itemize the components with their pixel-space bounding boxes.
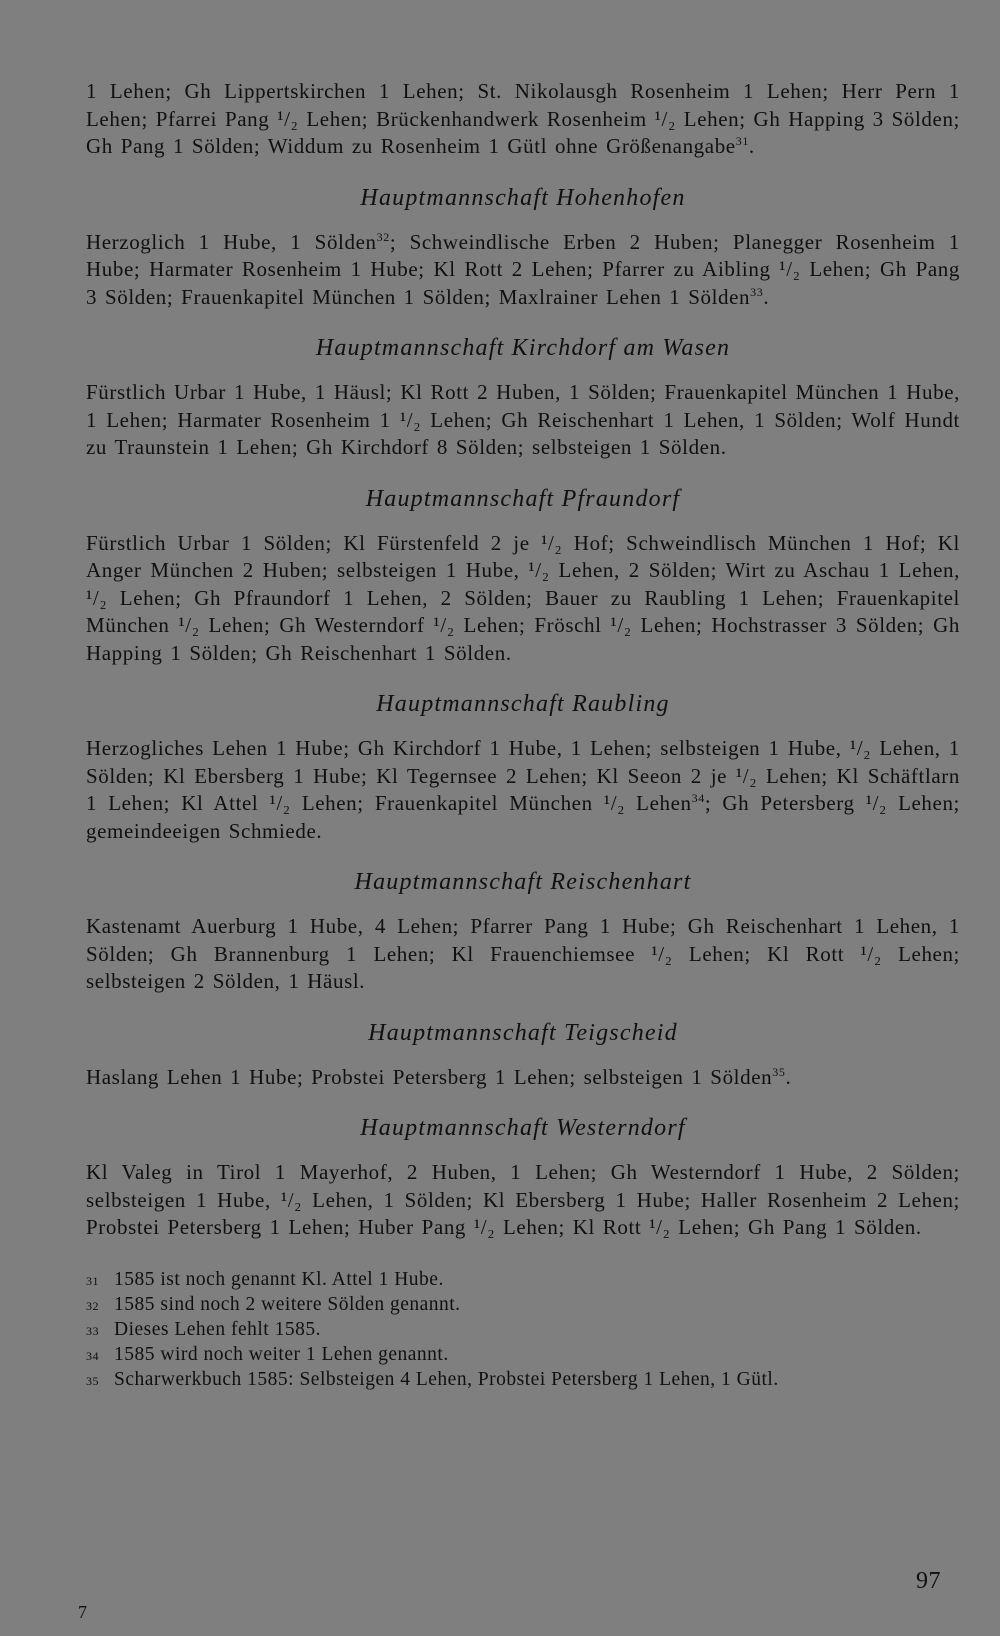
section-heading-raubling: Hauptmannschaft Raubling (376, 691, 670, 717)
section-paragraph-kirchdorf: Fürstlich Urbar 1 Hube, 1 Häusl; Kl Rott 2 Huben, 1 Sölden; Frauenkapitel München 1 Hube, 1 Lehen; Harmater Rosenheim 1 ¹/₂ Lehen; Gh Reischenhart 1 Lehen, 1 Sölden; Wolf Hundt zu Traunstein 1 Lehen; Gh Kirchdorf 8 Sölden; selbsteigen 1 Sölden. (86, 380, 960, 459)
footnote-text: Dieses Lehen fehlt 1585. (114, 1318, 321, 1340)
section-heading-pfraundorf: Hauptmannschaft Pfraundorf (365, 485, 681, 512)
section-text: Haslang Lehen 1 Hube; Probstei Petersberg 1 Lehen; selbsteigen 1 Sölden (86, 1064, 773, 1089)
footnote-item (86, 1343, 960, 1368)
footnote-item (86, 1368, 960, 1393)
footnote-text: Scharwerkbuch 1585: Selbsteigen 4 Lehen, Probstei Petersberg 1 Lehen, 1 Gütl. (114, 1368, 779, 1390)
footnote-number: 35 (86, 1373, 99, 1388)
section-text: ; Gh Petersberg ¹/₂ Lehen; gemeindeeigen Schmiede. (86, 791, 960, 843)
footnote-number: 31 (86, 1273, 99, 1288)
section-heading-hohenhofen: Hauptmannschaft Hohenhofen (360, 184, 686, 211)
footnote-ref[interactable]: 34 (691, 791, 705, 805)
page-number: 97 (916, 1568, 941, 1594)
intro-end: . (748, 134, 755, 158)
section-text: Herzogliches Lehen 1 Hube; Gh Kirchdorf 1 Hube, 1 Lehen; selbsteigen 1 Hube, ¹/₂ Lehen, 1 Sölden; Kl Ebersberg 1 Hube; Kl Tegernsee 2 Lehen; Kl Seeon 2 je ¹/₂ Lehen; Kl Schäftlarn 1 Lehen; Kl Attel ¹/₂ Lehen; Frauenkapitel München ¹/₂ Lehen (86, 736, 960, 815)
section-heading-westerndorf: Hauptmannschaft Westerndorf (360, 1115, 686, 1141)
section-text: . (763, 284, 770, 309)
section-heading-kirchdorf: Hauptmannschaft Kirchdorf am Wasen (315, 335, 731, 361)
section-paragraph-westerndorf: Kl Valeg in Tirol 1 Mayerhof, 2 Huben, 1 Lehen; Gh Westerndorf 1 Hube, 2 Sölden; selbsteigen 1 Hube, ¹/₂ Lehen, 1 Sölden; Kl Ebersberg 1 Hube; Haller Rosenheim 2 Lehen; Probstei Petersberg 1 Lehen; Huber Pang ¹/₂ Lehen; Kl Rott ¹/₂ Lehen; Gh Pang 1 Sölden. (86, 1160, 960, 1239)
intro-text: 1 Lehen; Gh Lippertskirchen 1 Lehen; St. Nikolausgh Rosenheim 1 Lehen; Herr Pern 1 Lehen; Pfarrei Pang ¹/₂ Lehen; Brückenhandwerk Rosenheim ¹/₂ Lehen; Gh Happing 3 Sölden; Gh Pang 1 Sölden; Widdum zu Rosenheim 1 Gütl ohne Größenangabe (86, 79, 960, 158)
footnote-item (86, 1293, 960, 1318)
section-heading-teigscheid: Hauptmannschaft Teigscheid (368, 1019, 678, 1046)
footnote-item (86, 1318, 960, 1343)
footnote-text: 1585 ist noch genannt Kl. Attel 1 Hube. (114, 1268, 444, 1290)
page-body (86, 78, 960, 1393)
section-paragraph-hohenhofen (86, 229, 960, 312)
footnote-ref[interactable]: 35 (772, 1064, 786, 1079)
section-heading-reischenhart: Hauptmannschaft Reischenhart (354, 869, 692, 895)
section-text: Herzoglich 1 Hube, 1 Sölden (86, 229, 377, 254)
footnote-number: 32 (86, 1298, 99, 1313)
footnote-number: 33 (86, 1323, 99, 1338)
footnotes (86, 1268, 960, 1393)
footnote-text: 1585 wird noch weiter 1 Lehen genannt. (114, 1343, 449, 1365)
section-text: . (785, 1064, 792, 1089)
footnote-ref[interactable]: 33 (750, 284, 764, 299)
footnote-ref[interactable]: 32 (376, 229, 390, 244)
section-paragraph-reischenhart: Kastenamt Auerburg 1 Hube, 4 Lehen; Pfarrer Pang 1 Hube; Gh Reischenhart 1 Lehen, 1 Sölden; Gh Brannenburg 1 Lehen; Kl Frauenchiemsee ¹/₂ Lehen; Kl Rott ¹/₂ Lehen; selbsteigen 2 Sölden, 1 Häusl. (86, 914, 960, 993)
section-paragraph-pfraundorf: Fürstlich Urbar 1 Sölden; Kl Fürstenfeld 2 je ¹/₂ Hof; Schweindlisch München 1 Hof; Kl Anger München 2 Huben; selbsteigen 1 Hube, ¹/₂ Lehen, 2 Sölden; Wirt zu Aschau 1 Lehen, ¹/₂ Lehen; Gh Pfraundorf 1 Lehen, 2 Sölden; Bauer zu Raubling 1 Lehen; Frauenkapitel München ¹/₂ Lehen; Gh Westerndorf ¹/₂ Lehen; Fröschl ¹/₂ Lehen; Hochstrasser 3 Sölden; Gh Happing 1 Sölden; Gh Reischenhart 1 Sölden. (86, 530, 960, 665)
intro-paragraph (86, 78, 960, 161)
footnote-item (86, 1268, 960, 1293)
signature-mark: 7 (78, 1602, 87, 1622)
footnote-ref[interactable]: 31 (735, 134, 749, 148)
footnote-text: 1585 sind noch 2 weitere Sölden genannt. (114, 1293, 461, 1315)
section-text: ; Schweindlische Erben 2 Huben; Planegger Rosenheim 1 Hube; Harmater Rosenheim 1 Hube; Kl Rott 2 Lehen; Pfarrer zu Aibling ¹/₂ Lehen; Gh Pang 3 Sölden; Frauenkapitel München 1 Sölden; Maxlrainer Lehen 1 Sölden (86, 229, 961, 309)
footnote-number: 34 (86, 1348, 99, 1363)
section-paragraph-teigscheid (86, 1064, 960, 1092)
section-paragraph-raubling (86, 735, 960, 845)
